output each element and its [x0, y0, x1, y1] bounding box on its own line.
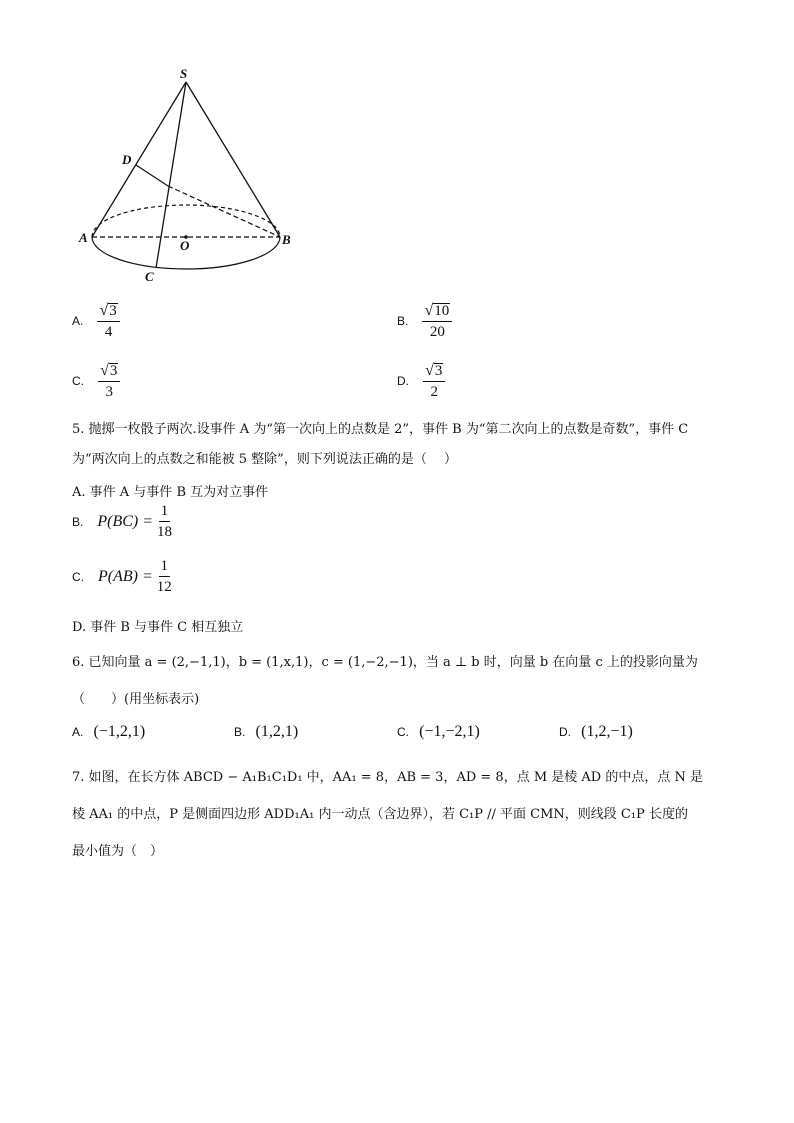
q6-stem-line2: （ ）(用坐标表示) — [72, 692, 200, 707]
q6-option-c[interactable]: C. (−1,−2,1) — [397, 723, 480, 740]
q5-option-d[interactable]: D. 事件 B 与事件 C 相互独立 — [72, 620, 244, 635]
q6-option-a[interactable]: A. (−1,2,1) — [72, 723, 146, 740]
q5-option-b[interactable]: B. P(BC) = $\frac{1}{18}$ — [72, 503, 173, 540]
q7-stem-line2: 棱 AA₁ 的中点，P 是侧面四边形 ADD₁A₁ 内一动点（含边界），若 C₁P // 平面 CMN，则线段 C₁P 长度的 — [72, 807, 688, 822]
q5-option-a[interactable]: A. 事件 A 与事件 B 互为对立事件 — [72, 485, 269, 500]
label-d: D — [122, 152, 132, 167]
label-c: C — [145, 269, 154, 284]
q4-option-a[interactable]: A. √ 3 4 — [72, 302, 120, 341]
q6-stem-line1: 6. 已知向量 a = (2,−1,1)，b = (1,x,1)，c = (1,−2,−1)，当 a ⊥ b 时，向量 b 在向量 c 上的投影向量为 — [72, 655, 698, 670]
label-s: S — [180, 66, 188, 81]
cone-figure — [70, 62, 310, 292]
edge-sb — [186, 82, 280, 237]
q5-option-c[interactable]: C. P(AB) = $\frac{1}{12}$ — [72, 558, 172, 595]
q4-option-d[interactable]: D. √ 3 2 — [397, 362, 445, 401]
q5-stem-line1: 5. 抛掷一枚骰子两次.设事件 A 为“第一次向上的点数是 2”，事件 B 为“第二次向上的点数是奇数”，事件 C — [72, 422, 689, 437]
segment-db-solid — [136, 165, 168, 186]
q6-option-b[interactable]: B. (1,2,1) — [234, 723, 299, 740]
q5-stem-line2: 为“两次向上的点数之和能被 5 整除”，则下列说法正确的是（ ） — [72, 452, 457, 467]
label-a: A — [79, 230, 88, 245]
edge-sa — [92, 82, 186, 237]
segment-db-dashed — [168, 186, 280, 237]
label-o: O — [180, 238, 190, 253]
q4-option-c[interactable]: C. √ 3 3 — [72, 362, 120, 401]
q4-option-b[interactable]: B. √ 10 20 — [397, 302, 452, 341]
q7-stem-line1: 7. 如图，在长方体 ABCD − A₁B₁C₁D₁ 中，AA₁ = 8，AB = 3，AD = 8，点 M 是棱 AD 的中点，点 N 是 — [72, 770, 703, 785]
label-b: B — [282, 232, 291, 247]
q6-option-d[interactable]: D. (1,2,−1) — [559, 723, 633, 740]
q7-stem-line3: 最小值为（ ） — [72, 844, 164, 859]
base-ellipse-back — [92, 205, 280, 237]
